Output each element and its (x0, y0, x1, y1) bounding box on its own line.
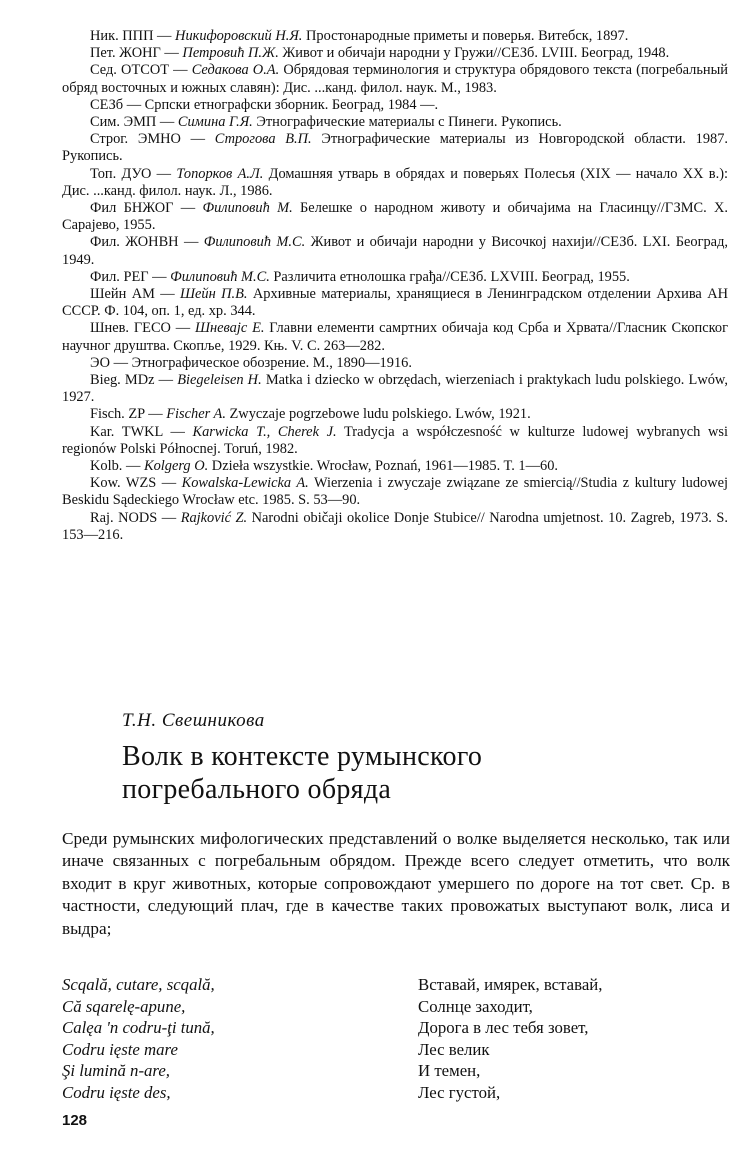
poem-line-russian: Солнце заходит, (418, 996, 533, 1016)
reference-entry: Фил БНЖОГ — Филиповић М. Белешке о народном животу и обичајима на Гласинцу//ГЗМС. X. Сарајево, 1955. (62, 200, 728, 234)
poem-line-romanian: Codru ięste des, (62, 1082, 171, 1102)
reference-list (62, 28, 728, 544)
poem-line-russian: Лес велик (418, 1039, 490, 1059)
article-author: Т.Н. Свешникова (122, 710, 265, 731)
poem-line-russian: Дорога в лес тебя зовет, (418, 1018, 589, 1038)
poem-line-romanian: Că sqarelę-apune, (62, 996, 186, 1016)
poem-line-romanian: Scqală, cutare, scqală, (62, 975, 215, 994)
reference-entry: Фил. РЕГ — Филиповић М.С. Различита етнолошка грађа//СЕЗб. LXVIII. Београд, 1955. (90, 268, 630, 285)
poem-line-romanian: Calęa 'n codru-ţi tună, (62, 1018, 215, 1038)
reference-entry: Строг. ЭМНО — Строгова В.П. Этнографические материалы из Новгородской области. 1987. Рукопись. (62, 131, 728, 165)
reference-entry: Пет. ЖОНГ — Петровић П.Ж. Живот и обичаји народни у Гружи//СЕЗб. LVIII. Београд, 1948. (90, 45, 670, 62)
reference-entry: Kar. TWKL — Karwicka T., Cherek J. Tradycja a współczesność w kulturze ludowej wybranych wsi regionów Polski Północnej. Toruń, 1982. (62, 423, 729, 457)
reference-entry: Сед. ОТСОТ — Седакова О.А. Обрядовая терминология и структура обрядового текста (погребальный обряд восточных и южных славян): Дис. ...канд. филол. наук. М., 1983. (62, 62, 728, 96)
reference-entry: Ник. ППП — Никифоровский Н.Я. Простонародные приметы и поверья. Витебск, 1897. (90, 28, 629, 44)
article-title-line-2: погребального обряда (122, 774, 392, 805)
reference-entry: Kolb. — Kolgerg O. Dzieła wszystkie. Wrocław, Poznań, 1961—1985. T. 1—60. (90, 458, 558, 475)
poem-line (62, 996, 730, 1018)
reference-entry: СЕЗб — Српски етнографски зборник. Београд, 1984 —. (90, 96, 439, 113)
article-title-line-1: Волк в контексте румынского (122, 741, 483, 772)
reference-entry: Bieg. MDz — Biegeleisen H. Matka i dziecko w obrzędach, wierzeniach i praktykach ludu polskiego. Lwów, 1927. (62, 372, 728, 406)
poem-line-russian: Вставай, имярек, вставай, (418, 975, 603, 994)
poem-line (62, 1039, 730, 1061)
poem-line (62, 1017, 730, 1039)
article-title (122, 740, 682, 806)
poem-line (62, 974, 730, 996)
poem-line-romanian: Codru ięste mare (62, 1039, 178, 1059)
reference-entry: Raj. NODS — Rajković Z. Narodni običaji okolice Donje Stubice// Narodna umjetnost. 10. Zagreb, 1973. S. 153—216. (62, 509, 728, 543)
reference-entry: Сим. ЭМП — Симина Г.Я. Этнографические материалы с Пинеги. Рукопись. (90, 114, 562, 131)
article-paragraph: Среди румынских мифологических представлений о волке выделяется несколько, так или иначе связанных с погребальным обрядом. Прежде всего следует отметить, что волк входит в круг животных, которые сопровождают умершего по дороге на тот свет. Ср. в частности, следующий плач, где в качестве таких провожатых выступают волк, лиса и выдра; (62, 829, 730, 938)
reference-entry: Fisch. ZP — Fischer A. Zwyczaje pogrzebowe ludu polskiego. Lwów, 1921. (90, 406, 531, 423)
reference-entry: Фил. ЖОНВН — Филиповић М.С. Живот и обичаји народни у Височкој нахији//СЕЗб. LXI. Београд, 1949. (62, 234, 728, 268)
reference-entry: Шейн АМ — Шейн П.В. Архивные материалы, хранящиеся в Ленинградском отделении Архива АН СССР. Ф. 104, оп. 1, ед. хр. 344. (62, 286, 728, 320)
reference-entry: ЭО — Этнографическое обозрение. М., 1890—1916. (90, 354, 412, 371)
poem-line (62, 1082, 730, 1104)
lament-poem (62, 974, 730, 1104)
poem-line-romanian: Şi lumină n-are, (62, 1061, 170, 1081)
reference-entry: Топ. ДУО — Топорков А.Л. Домашняя утварь в обрядах и поверьях Полесья (XIX — начало XX в.): Дис. ...канд. филол. наук. Л., 1986. (62, 165, 728, 199)
poem-line (62, 1060, 730, 1082)
page-number: 128 (62, 1112, 88, 1129)
reference-entry: Kow. WZS — Kowalska-Lewicka A. Wierzenia i zwyczaje związane ze smiercią//Studia z kultury ludowej Beskidu Sądeckiego Wrocław etc. 1985. S. 53—90. (62, 475, 728, 509)
poem-line-russian: Лес густой, (418, 1082, 501, 1102)
reference-entry: Шнев. ГЕСО — Шневајс Е. Главни елементи самртних обичаја код Срба и Хрвата//Гласник Скопског научног друштва. Скопље, 1929. Књ. V. С. 263—282. (62, 320, 728, 354)
poem-line-russian: И темен, (418, 1061, 481, 1081)
